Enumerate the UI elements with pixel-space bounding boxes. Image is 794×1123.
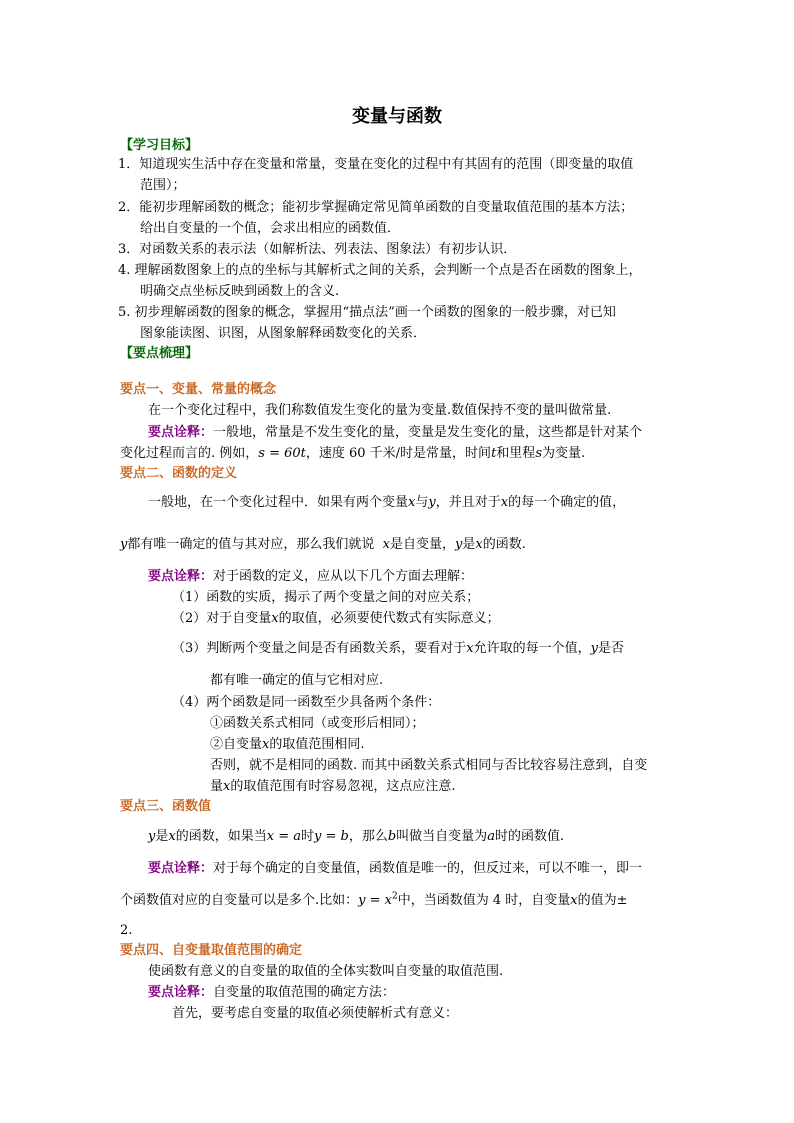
point2-condition-2-text-b: 的取值范围相同. [269, 737, 365, 752]
point2-item-3 [172, 640, 624, 658]
point3-example-text-a: 个函数值对应的自变量可以是多个.比如： [120, 893, 359, 908]
objective-5-line-1: 5. 初步理解函数的图象的概念，掌握用“描点法”画一个函数的图象的一般步骤，对已知 [118, 305, 616, 320]
objective-5-line-2: 图象能读图、识图，从图象解释函数变化的关系． [140, 326, 427, 341]
point2-item-2 [172, 610, 500, 628]
point1-example-text-d: 为变量. [541, 446, 586, 461]
summary-header: 【要点梳理】 [120, 346, 199, 361]
point2-otherwise-text-b: 的取值范围有时容易忽视，这点应注意. [230, 779, 456, 794]
point2-otherwise-line-1: 否则，就不是相同的函数. 而其中函数关系式相同与否比较容易注意到，自变 [210, 758, 648, 773]
point3-note-text: 对于每个确定的自变量值，函数值是唯一的，但反过来，可以不唯一，即一 [213, 861, 643, 876]
point3-example-text-b: 中，当函数值为 4 时，自变量 [397, 893, 571, 908]
var-x: x [168, 829, 176, 844]
objective-4-line-2: 明确交点坐标反映到函数上的含义. [140, 284, 340, 299]
point2-item-2-text-a: （2）对于自变量 [172, 611, 272, 626]
point4-note-line [148, 984, 395, 1002]
point1-var-s: s [535, 446, 542, 461]
point2-def-text-g: 是 [462, 537, 476, 552]
point3-example-line [120, 892, 628, 910]
var-y: y [590, 641, 598, 656]
point1-heading: 要点一、变量、常量的概念 [120, 382, 277, 397]
var-x: x [570, 893, 578, 908]
point3-heading: 要点三、函数值 [120, 799, 212, 814]
point2-otherwise-text-a: 量 [210, 779, 224, 794]
objective-2-line-2: 给出自变量的一个值，会求出相应的函数值． [140, 221, 401, 236]
var-a: a [487, 829, 495, 844]
point3-equation: y = x [358, 893, 392, 908]
point3-note-line [148, 860, 642, 878]
point2-item-3-text-b: 允许取的每一个值， [473, 641, 591, 656]
var-y: y [148, 829, 156, 844]
objective-1-line-2: 范围）； [140, 178, 186, 193]
point3-condition-x: x = a [266, 829, 301, 844]
point2-item-3-text-c: 是否 [598, 641, 625, 656]
point1-example-text-b: ，速度 60 千米/时是常量，时间 [305, 446, 492, 461]
objective-1-line-1: 1．知道现实生活中存在变量和常量，变量在变化的过程中有其固有的范围（即变量的取值 [118, 157, 634, 172]
note-label: 要点诠释： [148, 569, 214, 584]
var-x: x [408, 495, 416, 510]
var-y: y [120, 537, 128, 552]
point4-paragraph: 使函数有意义的自变量的取值的全体实数叫自变量的取值范围. [148, 964, 504, 979]
var-x: x [223, 779, 231, 794]
point1-example-line [120, 445, 585, 463]
point2-def-text-b: 与 [415, 495, 429, 510]
point2-definition-line-2 [120, 536, 526, 554]
point1-note-line [148, 424, 642, 442]
point3-paragraph [148, 828, 564, 846]
point1-example-text-c: 和里程 [496, 446, 536, 461]
var-y: y [455, 537, 463, 552]
point2-otherwise-line-2 [210, 778, 456, 796]
point2-condition-2 [210, 736, 365, 754]
point3-text-a: 是 [155, 829, 169, 844]
point2-note-line [148, 568, 473, 586]
note-label: 要点诠释： [148, 985, 214, 1000]
note-label: 要点诠释： [148, 861, 214, 876]
point2-item-1: （1）函数的实质，揭示了两个变量之间的对应关系； [172, 590, 480, 605]
point2-def-text-h: 的函数. [482, 537, 526, 552]
point1-formula: s = 60t [258, 446, 306, 461]
var-x: x [271, 611, 279, 626]
objective-2-line-1: 2．能初步理解函数的概念；能初步掌握确定常见简单函数的自变量取值范围的基本方法； [118, 200, 634, 215]
point3-text-d: ，那么 [348, 829, 388, 844]
point2-condition-2-text-a: ②自变量 [210, 737, 263, 752]
var-y: y [428, 495, 436, 510]
point3-text-b: 的函数，如果当 [175, 829, 267, 844]
point3-text-c: 时 [300, 829, 314, 844]
point2-heading: 要点二、函数的定义 [120, 466, 238, 481]
point2-item-4: （4）两个函数是同一函数至少具备两个条件： [172, 695, 441, 710]
point4-note-text: 自变量的取值范围的确定方法： [213, 985, 396, 1000]
var-x: x [475, 537, 483, 552]
point3-example-text-c: 的值为± [577, 893, 628, 908]
var-x: x [466, 641, 474, 656]
point2-def-text-e: 都有唯一确定的值与其对应，那么我们就说 [127, 537, 375, 552]
var-b: b [387, 829, 397, 844]
point1-paragraph: 在一个变化过程中，我们称数值发生变化的量为变量.数值保持不变的量叫做常量. [148, 403, 612, 418]
point3-text-f: 时的函数值. [494, 829, 565, 844]
var-x: x [382, 537, 390, 552]
point1-example-text-a: 变化过程而言的. 例如， [120, 446, 259, 461]
point3-example-continuation: 2. [120, 923, 133, 938]
point3-condition-y: y = b [314, 829, 349, 844]
objective-3-line-1: 3．对函数关系的表示法（如解析法、列表法、图象法）有初步认识． [118, 242, 517, 257]
point2-def-text-a: 一般地，在一个变化过程中．如果有两个变量 [148, 495, 409, 510]
point1-var-t: t [491, 446, 497, 461]
objective-4-line-1: 4. 理解函数图象上的点的坐标与其解析式之间的关系，会判断一个点是否在函数的图象上， [118, 263, 642, 278]
page-title: 变量与函数 [352, 106, 442, 127]
point1-note-text: 一般地，常量是不发生变化的量，变量是发生变化的量，这些都是针对某个 [213, 425, 643, 440]
var-x: x [262, 737, 270, 752]
point2-item-3-continuation: 都有唯一确定的值与它相对应. [210, 673, 384, 688]
point2-def-text-c: ，并且对于 [435, 495, 501, 510]
point2-item-3-text-a: （3）判断两个变量之间是否有函数关系，要看对于 [172, 641, 467, 656]
point3-text-e: 叫做当自变量为 [396, 829, 488, 844]
point2-def-text-f: 是自变量， [389, 537, 455, 552]
point4-first-line: 首先，要考虑自变量的取值必须使解析式有意义： [172, 1006, 459, 1021]
point4-heading: 要点四、自变量取值范围的确定 [120, 943, 303, 958]
note-label: 要点诠释： [148, 425, 214, 440]
objectives-header: 【学习目标】 [120, 138, 199, 153]
point2-condition-1: ①函数关系式相同（或变形后相同）； [210, 716, 425, 731]
point2-definition-line-1 [148, 494, 625, 512]
point2-item-2-text-b: 的取值，必须要使代数式有实际意义； [278, 611, 500, 626]
var-x: x [500, 495, 509, 510]
point2-note-text: 对于函数的定义，应从以下几个方面去理解： [213, 569, 474, 584]
point2-def-text-d: 的每一个确定的值， [508, 495, 626, 510]
point3-equation-exponent: 2 [391, 891, 398, 902]
